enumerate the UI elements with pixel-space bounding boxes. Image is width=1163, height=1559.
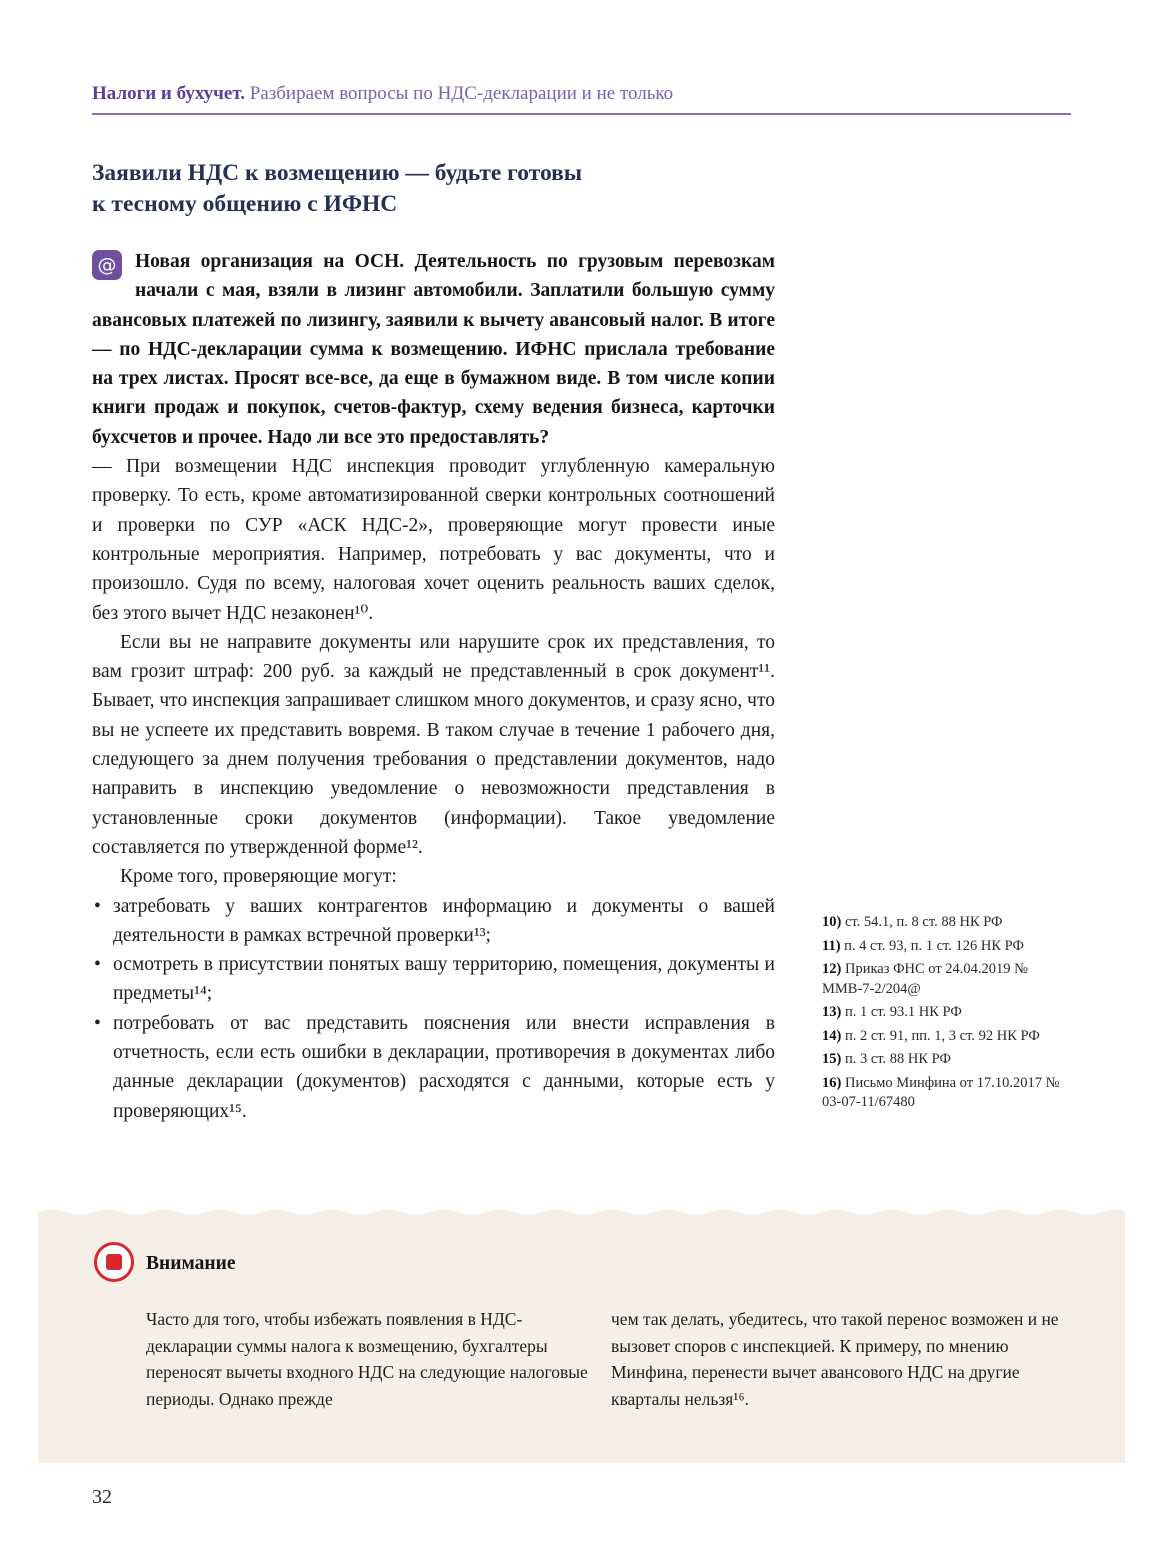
footnote <box>822 1027 1078 1047</box>
footnote-number: 13) <box>822 1004 842 1020</box>
page-number: 32 <box>92 1486 112 1508</box>
reader-question <box>92 247 775 452</box>
footnote <box>822 913 1078 933</box>
footnote-text: Письмо Минфина от 17.10.2017 № 03-07-11/67480 <box>822 1074 1060 1110</box>
list-lead: Кроме того, проверяющие могут: <box>120 866 397 888</box>
footnote-text: Приказ ФНС от 24.04.2019 № ММВ-7-2/204@ <box>822 961 1029 997</box>
footnote <box>822 1050 1078 1070</box>
footnote <box>822 960 1078 999</box>
footnote <box>822 937 1078 957</box>
article-body <box>92 247 775 1126</box>
bullet-list <box>92 892 775 1126</box>
footnote-text: ст. 54.1, п. 8 ст. 88 НК РФ <box>844 914 1003 930</box>
question-text: Новая организация на ОСН. Деятельность по грузовым перевозкам начали с мая, взяли в лизинг автомобили. Заплатили большую сумму авансовых платежей по лизингу, заявили к вычету авансовый налог. В итоге — по НДС-декларации сумма к возмещению. ИФНС прислала требование на трех листах. Просят все-все, да еще в бумажном виде. В том числе копии книги продаж и покупок, счетов-фактур, схему ведения бизнеса, карточки бухсчетов и прочее. Надо ли все это предоставлять? <box>92 251 775 448</box>
footnote-number: 11) <box>822 937 841 954</box>
attention-box <box>38 1216 1125 1463</box>
footnote <box>822 1003 1078 1023</box>
footnote-number: 12) <box>822 961 842 977</box>
section-title: Налоги и бухучет. <box>92 83 245 104</box>
answer-paragraph-2: Если вы не направите документы или нарушите срок их представления, то вам грозит штраф: 200 руб. за каждый не представленный в срок документ¹¹. Бывает, что инспекция запрашивает слишком много документов, и сразу ясно, что вы не успеете их представить вовремя. В таком случае в течение 1 рабочего дня, следующего за днем получения требования о представлении документов, надо направить в инспекцию уведомление о невозможности представления в установленные сроки документов (информации). Такое уведомление составляется по утвержденной форме¹². <box>92 631 775 858</box>
footnote-text: п. 1 ст. 93.1 НК РФ <box>844 1004 962 1020</box>
answer-paragraph-1: — При возмещении НДС инспекция проводит углубленную камеральную проверку. То есть, кроме автоматизированной сверки контрольных соотношений и проверки по СУР «АСК НДС-2», проверяющие могут провести иные контрольные мероприятия. Например, потребовать у вас документы, что и произошло. Судя по всему, налоговая хочет оценить реальность ваших сделок, без этого вычет НДС незаконен¹⁰. <box>92 456 775 624</box>
footnote <box>822 1074 1078 1113</box>
footnote-number: 16) <box>822 1074 842 1091</box>
attention-icon-square <box>106 1254 122 1270</box>
running-head <box>92 82 673 106</box>
footnotes-sidebar <box>822 913 1078 1117</box>
attention-text-left: Часто для того, чтобы избежать появления в НДС-декларации суммы налога к возмещению, бухгалтеры переносят вычеты входного НДС на следующие налоговые периоды. Однако прежде <box>146 1309 588 1409</box>
bullet-item: • осмотреть в присутствии понятых вашу территорию, помещения, документы и предметы¹⁴; <box>92 950 775 1009</box>
attention-title: Внимание <box>146 1253 236 1274</box>
footnote-text: п. 4 ст. 93, п. 1 ст. 126 НК РФ <box>844 937 1024 954</box>
article-title <box>92 158 582 220</box>
at-icon: @ <box>92 250 122 280</box>
attention-icon <box>94 1242 134 1282</box>
attention-torn-edge <box>38 1208 1125 1216</box>
article-title-line1: Заявили НДС к возмещению — будьте готовы <box>92 160 583 186</box>
footnote-number: 15) <box>822 1051 842 1067</box>
footnote-text: п. 2 ст. 91, пп. 1, 3 ст. 92 НК РФ <box>844 1027 1040 1044</box>
footnote-number: 14) <box>822 1027 842 1044</box>
header-divider <box>92 113 1071 115</box>
article-title-line2: к тесному общению с ИФНС <box>92 191 398 217</box>
bullet-item: • затребовать у ваших контрагентов информацию и документы о вашей деятельности в рамках встречной проверки¹³; <box>92 892 775 951</box>
footnote-number: 10) <box>822 914 842 930</box>
section-subtitle: Разбираем вопросы по НДС-декларации и не только <box>249 83 674 104</box>
bullet-item: • потребовать от вас представить пояснения или внести исправления в отчетность, если есть ошибки в декларации, противоречия в документах либо данные декларации (документов) расходятся с данными, которые есть у проверяющих¹⁵. <box>92 1009 775 1126</box>
footnote-text: п. 3 ст. 88 НК РФ <box>844 1051 951 1067</box>
attention-text-right: чем так делать, убедитесь, что такой перенос возможен и не вызовет споров с инспекцией. К примеру, по мнению Минфина, перенести вычет авансового НДС на другие кварталы нельзя¹⁶. <box>611 1309 1059 1409</box>
